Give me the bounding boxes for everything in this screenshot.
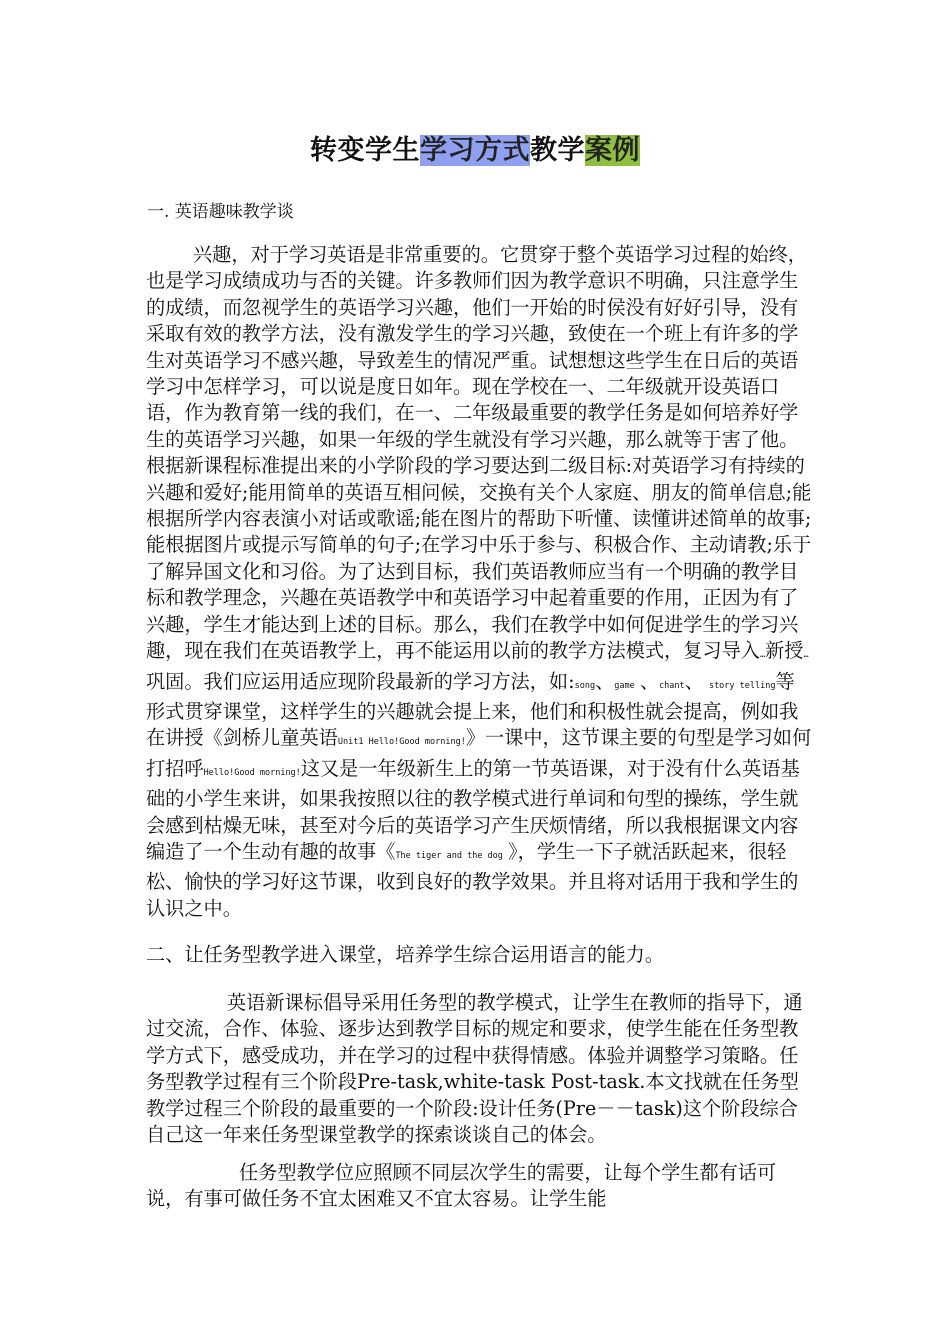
english-term-game: game — [614, 680, 640, 691]
paragraph-text: 新授 — [765, 639, 804, 663]
paragraph-text: 、 — [684, 669, 704, 693]
section-heading-2: 二、让任务型教学进入课堂，培养学生综合运用语言的能力。 — [146, 943, 665, 966]
paragraph-text: 这又是一年级新生上的第一节英语课，对于没有什么英语基础的小学生来讲，如果我按照以往的教学模式进行单词和句型的操练，学生就会感到枯燥无味，甚至对今后的英语学习产生厌烦情绪，所以我根据课文内容编造了一个生动有趣的故事《 — [146, 756, 800, 863]
paragraph-task-levels: 任务型教学位应照顾不同层次学生的需要，让每个学生都有话可说，有事可做任务不宜太困难又不宜太容易。让学生能 — [146, 1161, 777, 1211]
paragraph-text: 、 — [595, 669, 615, 693]
paragraph-text: 巩固。我们应运用适应现阶段最新的学习方法，如: — [146, 669, 575, 693]
paragraph-text: 》一课中，这节课主要的句型是学习如何打招呼 — [146, 726, 812, 780]
paragraph-text: 》，学生一下子就活跃起来，很轻松、愉快的学习好这节课，收到良好的教学效果。并且将对话用于我和学生的认识之中。 — [146, 839, 799, 920]
english-term-story-telling: story telling — [703, 680, 776, 691]
english-term-song: song — [574, 680, 596, 691]
dash: … — [760, 650, 766, 661]
paragraph-text: 、 — [639, 669, 660, 693]
paragraph-text: 等形式贯穿课堂，这样学生的兴趣就会提上来，他们和积极性就会提高，例如我在讲授《剑桥儿童英语 — [146, 669, 799, 750]
section-heading-1: 一. 英语趣味教学谈 — [147, 202, 294, 222]
dash: … — [803, 650, 809, 661]
title-highlight-2: 案例 — [585, 135, 640, 166]
english-term-greeting: Hello!Good morning! — [203, 767, 301, 778]
paragraph-text: 兴趣，对于学习英语是非常重要的。它贯穿于整个英语学习过程的始终，也是学习成绩成功与否的关键。许多教师们因为教学意识不明确，只注意学生的成绩，而忽视学生的英语学习兴趣，他们一开始的时侯没有好好引导，没有采取有效的教学方法，没有激发学生的学习兴趣，致使在一个班上有许多的学生对英语学习不感兴趣，导致差生的情况严重。试想想这些学生在日后的英语学习中怎样学习，可以说是度日如年。现在学校在一、二年级就开设英语口语，作为教育第一线的我们，在一、二年级最重要的教学任务是如何培养好学生的英语学习兴趣，如果一年级的学生就没有学习兴趣，那么就等于害了他。根据新课程标准提出来的小学阶段的学习要达到二级目标:对英语学习有持续的兴趣和爱好;能用简单的英语互相问候，交换有关个人家庭、朋友的简单信息;能根据所学内容表演小对话或歌谣;能在图片的帮助下听懂、读懂讲述简单的故事;能根据图片或提示写简单的句子;在学习中乐于参与、积极合作、主动请教;乐于了解异国文化和习俗。为了达到目标，我们英语教师应当有一个明确的教学目标和教学理念，兴趣在英语教学中和英语学习中起着重要的作用，正因为有了兴趣，学生才能达到上述的目标。那么，我们在教学中如何促进学生的学习兴趣，现在我们在英语教学上，再不能运用以前的教学方法模式，复习导入 — [146, 243, 812, 663]
title-text-2: 教学 — [530, 135, 585, 166]
paragraph-interest — [146, 242, 812, 922]
title-highlight-1: 学习方式 — [420, 135, 530, 166]
document-title — [0, 133, 950, 169]
english-term-chant: chant — [659, 680, 685, 691]
paragraph-task-based: 英语新课标倡导采用任务型的教学模式，让学生在教师的指导下，通过交流，合作、体验、逐步达到教学目标的规定和要求，使学生能在任务型教学方式下，感受成功，并在学习的过程中获得情感。体验并调整学习策略。任务型教学过程有三个阶段Pre-task,white-task Post-task.本文找就在任务型教学过程三个阶段的最重要的一个阶段:设计任务(Pre－－task)这个阶段综合自己这一年来任务型课堂教学的探索谈谈自己的体会。 — [146, 991, 803, 1147]
english-term-story-title: The tiger and the dog — [395, 850, 509, 861]
english-term-unit1: Unit1 Hello!Good morning! — [337, 737, 466, 748]
title-text-1: 转变学生 — [310, 135, 420, 166]
